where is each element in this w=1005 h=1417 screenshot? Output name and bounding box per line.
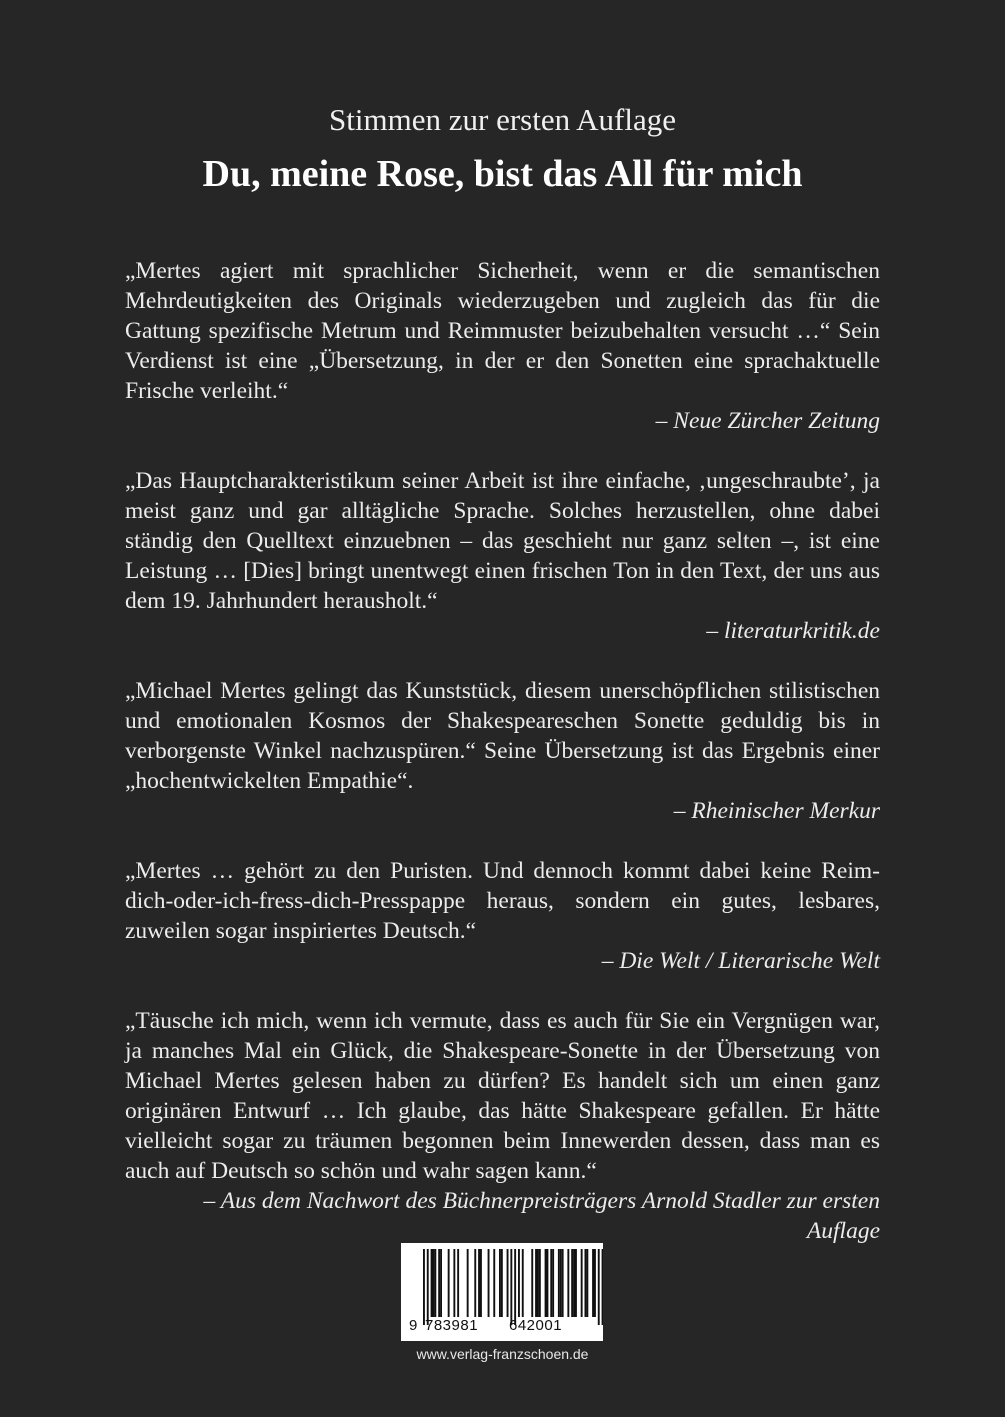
isbn-first-digit: 9 — [409, 1317, 418, 1334]
barcode-bar — [440, 1249, 442, 1317]
quote-text: „Mertes … gehört zu den Puristen. Und dennoch kommt dabei keine Reim-dich-oder-ich-fress-dich-Presspappe heraus, sondern ein gutes, lesbares, zuweilen sogar inspiriertes Deutsch.“ — [125, 858, 880, 944]
barcode-bar — [474, 1249, 476, 1317]
barcode-bar — [552, 1249, 554, 1317]
barcode-bar — [539, 1249, 541, 1317]
barcode-bar — [571, 1249, 573, 1317]
barcode-guard-bar — [602, 1249, 603, 1325]
barcode-bar — [522, 1249, 524, 1317]
barcode-bar — [438, 1249, 440, 1317]
barcode-bar — [537, 1249, 539, 1317]
barcode-bar — [575, 1249, 577, 1317]
barcode-bar — [547, 1249, 549, 1317]
isbn-digit-group-left: 783981 — [425, 1317, 479, 1334]
review-quote — [125, 856, 880, 976]
barcode-bar — [453, 1249, 455, 1317]
barcode-bar — [550, 1249, 552, 1317]
barcode-guard-bar — [427, 1249, 429, 1325]
barcode-bar — [545, 1249, 547, 1317]
barcode-bar — [448, 1249, 450, 1317]
barcode-bar — [581, 1249, 583, 1317]
barcode-guard-bar — [598, 1249, 600, 1325]
barcode-bar — [585, 1249, 587, 1317]
barcode-bar — [457, 1249, 459, 1317]
barcode-bar — [434, 1249, 436, 1317]
review-quotes — [125, 256, 880, 1246]
barcode-bar — [562, 1249, 564, 1317]
barcode-bar — [480, 1249, 482, 1317]
quote-source: – Rheinischer Merkur — [673, 798, 880, 824]
isbn-barcode — [401, 1243, 603, 1341]
barcode-bar — [431, 1249, 433, 1317]
barcode-bar — [573, 1249, 575, 1317]
quote-text: „Michael Mertes gelingt das Kunststück, diesem unerschöpflichen stilistischen und emotionalen Kosmos der Shakespeareschen Sonette geduldig bis in verborgenste Winkel nachzuspüren.“ Seine Übersetzung ist das Ergebnis einer „hochentwickelten Empathie“. — [125, 678, 880, 794]
barcode-guard-bar — [510, 1249, 512, 1325]
barcode-bar — [560, 1249, 562, 1317]
review-quote — [125, 256, 880, 436]
barcode-bar — [507, 1249, 509, 1317]
barcode-bar — [518, 1249, 520, 1317]
quote-text: „Das Hauptcharakteristikum seiner Arbeit ist ihre einfache, ‚ungeschraubte’, ja meist ganz und gar alltägliche Sprache. Solches herzustellen, ohne dabei ständig den Quelltext einzuebnen – das geschieht nur ganz selten –, ist eine Leistung … [Dies] bringt unentwegt einen frischen Ton in den Text, der uns aus dem 19. Jahrhundert herausholt.“ — [125, 468, 880, 614]
barcode-bar — [531, 1249, 533, 1317]
barcode-bar — [433, 1249, 435, 1317]
quote-text: „Mertes agiert mit sprachlicher Sicherheit, wenn er die semantischen Mehrdeutigkeiten des Originals wiederzugeben und zugleich das für die Gattung spezifische Metrum und Reimmuster beizubehalten versucht …“ Sein Verdienst ist eine „Übersetzung, in der er den Sonetten eine sprachaktuelle Frische verleiht.“ — [125, 258, 880, 404]
barcode-guard-bar — [514, 1249, 516, 1325]
quote-source: – Die Welt / Literarische Welt — [601, 948, 880, 974]
review-quote — [125, 466, 880, 646]
barcode-guard-bar — [423, 1249, 425, 1325]
review-quote — [125, 1006, 880, 1246]
book-title: Du, meine Rose, bist das All für mich — [202, 153, 803, 195]
publisher-website: www.verlag-franzschoen.de — [416, 1346, 589, 1362]
barcode-bar — [499, 1249, 501, 1317]
barcode-bar — [478, 1249, 480, 1317]
barcode-bar — [558, 1249, 560, 1317]
review-quote — [125, 676, 880, 826]
quote-text: „Täusche ich mich, wenn ich vermute, dass es auch für Sie ein Vergnügen war, ja manches Mal ein Glück, die Shakespeare-Sonette in der Übersetzung von Michael Mertes gelesen haben zu dürfen? Es handelt sich um einen ganz originären Entwurf … Ich glaube, das hätte Shakespeare gefallen. Er hätte vielleicht sogar zu träumen begonnen beim Innewerden dessen, dass man es auch auf Deutsch so schön und wahr sagen kann.“ — [125, 1008, 880, 1184]
quote-source: – Aus dem Nachwort des Büchnerpreisträgers Arnold Stadler zur ersten Auflage — [203, 1188, 880, 1244]
barcode-bar — [567, 1249, 569, 1317]
quote-source: – literaturkritik.de — [706, 618, 880, 644]
barcode-bar — [586, 1249, 588, 1317]
barcode-bar — [594, 1249, 596, 1317]
barcode-bar — [488, 1249, 490, 1317]
barcode-bar — [592, 1249, 594, 1317]
cover-kicker: Stimmen zur ersten Auflage — [329, 102, 676, 137]
barcode-bar — [501, 1249, 503, 1317]
barcode-bar — [493, 1249, 495, 1317]
barcode-bar — [467, 1249, 469, 1317]
quote-source: – Neue Zürcher Zeitung — [655, 408, 880, 434]
isbn-digit-group-right: 642001 — [509, 1317, 563, 1334]
barcode-bar — [535, 1249, 537, 1317]
